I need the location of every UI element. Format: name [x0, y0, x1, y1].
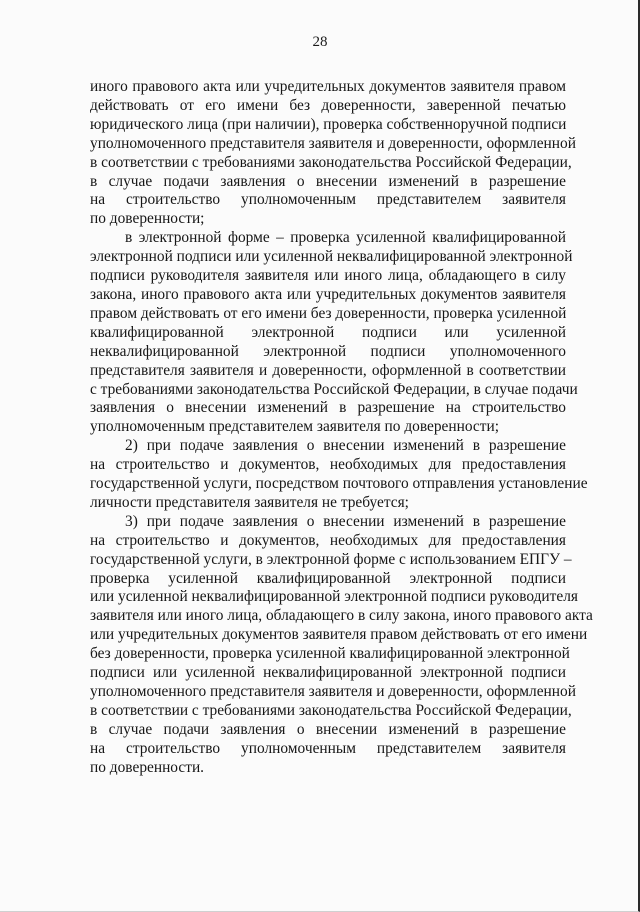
text-line: государственной услуги, посредством почтового отправления установление: [90, 475, 588, 493]
text-line: или усиленной неквалифицированной электронной подписи руководителя: [90, 588, 578, 606]
paragraph: [90, 78, 576, 229]
text-line: правом действовать от его имени без доверенности, проверка усиленной: [90, 304, 567, 322]
text-line: личности представителя заявителя не требуется;: [90, 493, 409, 511]
text-line: уполномоченного представителя заявителя и доверенности, оформленной: [90, 683, 576, 700]
text-line: по доверенности.: [90, 758, 205, 776]
text-line: или учредительных документов заявителя правом действовать от его имени: [90, 626, 588, 644]
text-line: на строительство уполномоченным представителем заявителя: [90, 191, 566, 209]
text-line: в случае подачи заявления о внесении изменений в разрешение: [90, 720, 566, 738]
text-line: по доверенности;: [90, 210, 205, 228]
page-number: 28: [312, 34, 328, 50]
text-line: электронной подписи или усиленной неквалифицированной электронной: [90, 248, 573, 266]
text-line: неквалифицированной электронной подписи уполномоченного: [90, 342, 566, 360]
paragraph: [90, 512, 593, 778]
text-line: 3) при подаче заявления о внесении изменений в разрешение: [125, 512, 566, 530]
text-line: действовать от его имени без доверенности, заверенной печатью: [90, 96, 566, 114]
text-line: подписи или усиленной неквалифицированной электронной подписи: [90, 664, 566, 682]
text-line: проверка усиленной квалифицированной электронной подписи: [90, 569, 566, 587]
paragraph: [90, 229, 578, 437]
text-line: в случае подачи заявления о внесении изменений в разрешение: [90, 172, 566, 190]
text-line: без доверенности, проверка усиленной квалифицированной электронной: [90, 645, 570, 663]
text-line: на строительство и документов, необходимых для предоставления: [90, 531, 566, 549]
text-line: представителя заявителя и доверенности, оформленной в соответствии: [90, 361, 566, 379]
text-line: заявления о внесении изменений в разрешение на строительство: [90, 399, 566, 417]
text-line: иного правового акта или учредительных документов заявителя правом: [90, 78, 566, 95]
text-line: закона, иного правового акта или учредительных документов заявителя: [90, 285, 566, 303]
text-line: на строительство уполномоченным представителем заявителя: [90, 739, 566, 757]
document-text: [90, 78, 593, 778]
text-line: государственной услуги, в электронной форме с использованием ЕПГУ –: [90, 550, 572, 568]
text-line: в электронной форме – проверка усиленной квалифицированной: [125, 229, 566, 247]
text-line: 2) при подаче заявления о внесении изменений в разрешение: [125, 437, 566, 455]
text-line: квалифицированной электронной подписи или усиленной: [90, 323, 566, 341]
text-line: с требованиями законодательства Российской Федерации, в случае подачи: [90, 380, 578, 398]
text-line: на строительство и документов, необходимых для предоставления: [90, 456, 566, 474]
paragraph: [90, 437, 588, 513]
text-line: уполномоченным представителем заявителя по доверенности;: [90, 418, 499, 436]
text-line: в соответствии с требованиями законодательства Российской Федерации,: [90, 701, 572, 719]
text-line: подписи руководителя заявителя или иного лица, обладающего в силу: [90, 267, 566, 285]
text-line: в соответствии с требованиями законодательства Российской Федерации,: [90, 153, 572, 171]
text-line: заявителя или иного лица, обладающего в силу закона, иного правового акта: [90, 607, 593, 625]
text-line: юридического лица (при наличии), проверка собственноручной подписи: [90, 115, 567, 133]
text-line: уполномоченного представителя заявителя и доверенности, оформленной: [90, 134, 576, 152]
